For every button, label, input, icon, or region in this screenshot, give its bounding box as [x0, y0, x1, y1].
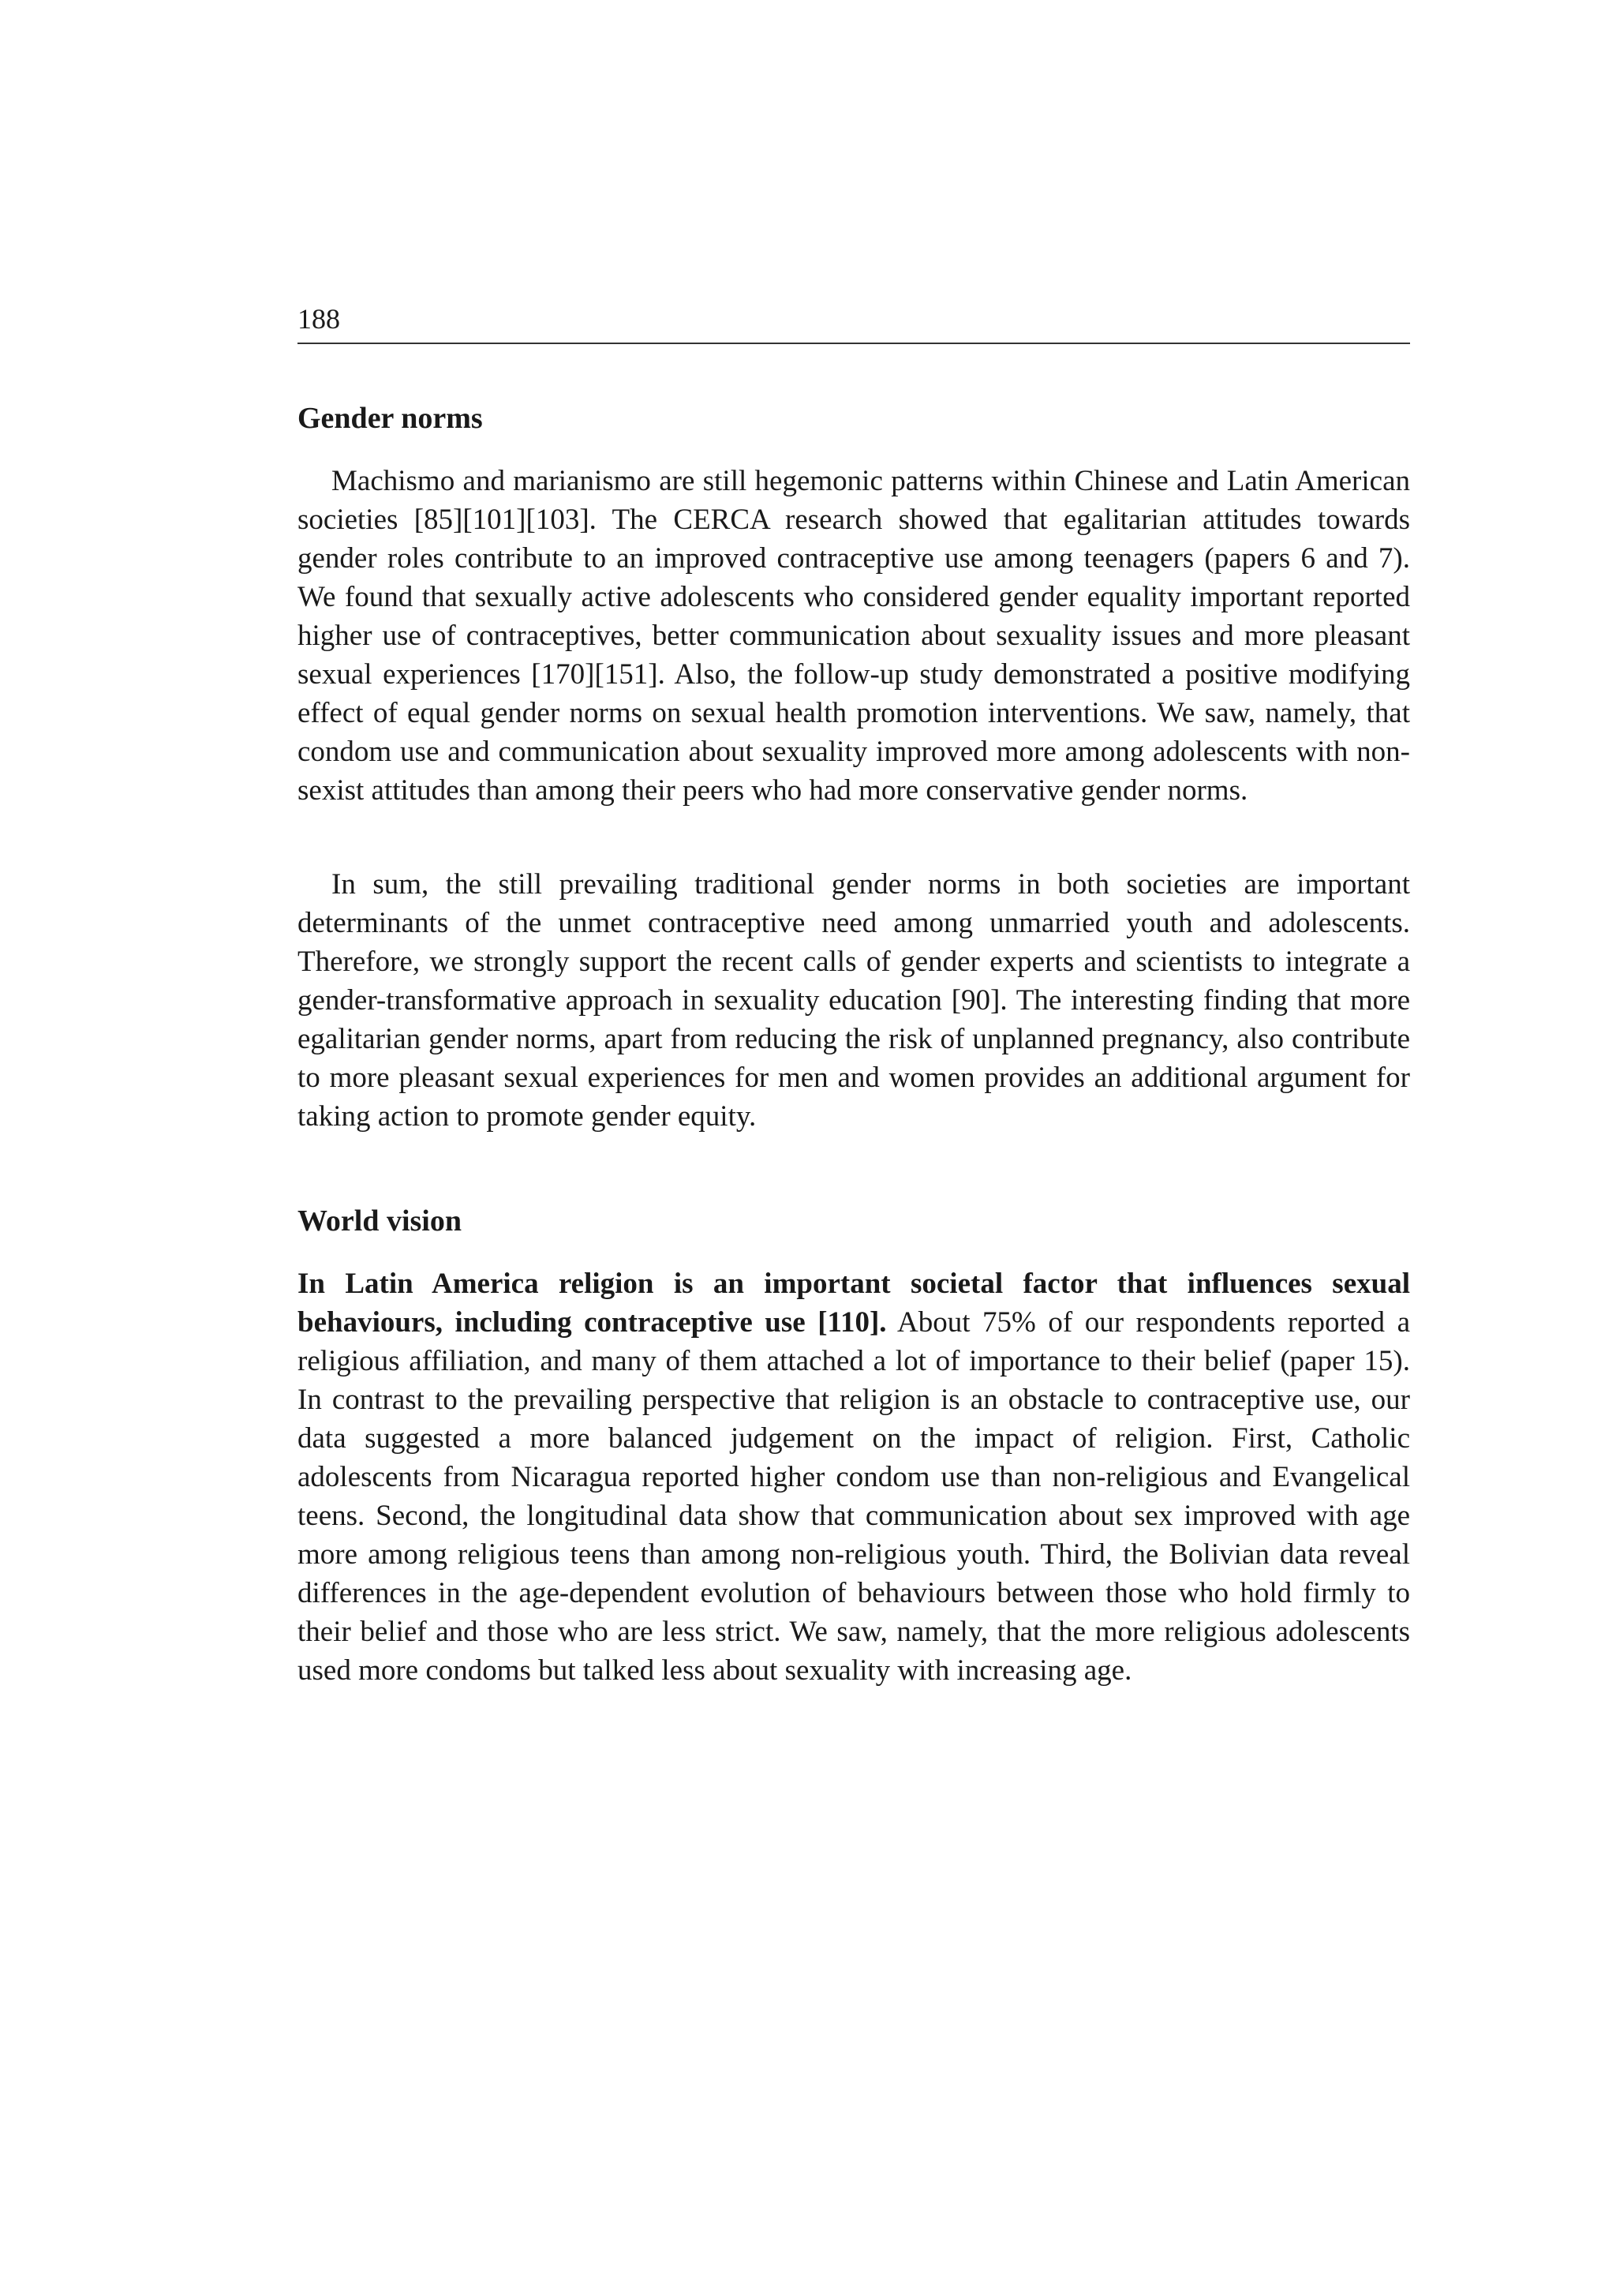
paragraph-gender-norms-1: Machismo and marianismo are still hegemonic patterns within Chinese and Latin American societies [85][101][103]. The CERCA research showed that egalitarian attitudes towards gender roles contribute to an improved contraceptive use among teenagers (papers 6 and 7). We found that sexually active adolescents who considered gender equality important reported higher use of contraceptives, better communication about sexuality issues and more pleasant sexual experiences [170][151]. Also, the follow-up study demonstrated a positive modifying effect of equal gender norms on sexual health promotion interventions. We saw, namely, that condom use and communication about sexuality improved more among adolescents with non-sexist attitudes than among their peers who had more conservative gender norms. — [297, 465, 1410, 807]
header-rule — [297, 343, 1410, 344]
paragraph-world-vision-lead: In Latin America religion is an important societal factor that influences sexual behaviours, including contraceptive use [110]. — [297, 1268, 1410, 1339]
page-body — [297, 399, 1410, 1690]
paragraph-world-vision — [297, 1264, 1410, 1690]
paragraph-world-vision-body: About 75% of our respondents reported a religious affiliation, and many of them attached a lot of importance to their belief (paper 15). In contrast to the prevailing perspective that religion is an obstacle to contraceptive use, our data suggested a more balanced judgement on the impact of religion. First, Catholic adolescents from Nicaragua reported higher condom use than non-religious and Evangelical teens. Second, the longitudinal data show that communication about sex improved with age more among religious teens than among non-religious youth. Third, the Bolivian data reveal differences in the age-dependent evolution of behaviours between those who hold firmly to their belief and those who are less strict. We saw, namely, that the more religious adolescents used more condoms but talked less about sexuality with increasing age. — [297, 1306, 1410, 1687]
section-heading-world-vision: World vision — [297, 1204, 462, 1238]
section-spacer — [297, 1136, 1410, 1202]
paragraph-gender-norms-2: In sum, the still prevailing traditional gender norms in both societies are important determinants of the unmet contraceptive need among unmarried youth and adolescents. Therefore, we strongly support the recent calls of gender experts and scientists to integrate a gender-transformative approach in sexuality education [90]. The interesting finding that more egalitarian gender norms, apart from reducing the risk of unplanned pregnancy, also contribute to more pleasant sexual experiences for men and women provides an additional argument for taking action to promote gender equity. — [297, 868, 1410, 1133]
page-number: 188 — [297, 303, 340, 335]
section-heading-gender-norms: Gender norms — [297, 402, 483, 435]
paragraph-spacer — [297, 810, 1410, 865]
